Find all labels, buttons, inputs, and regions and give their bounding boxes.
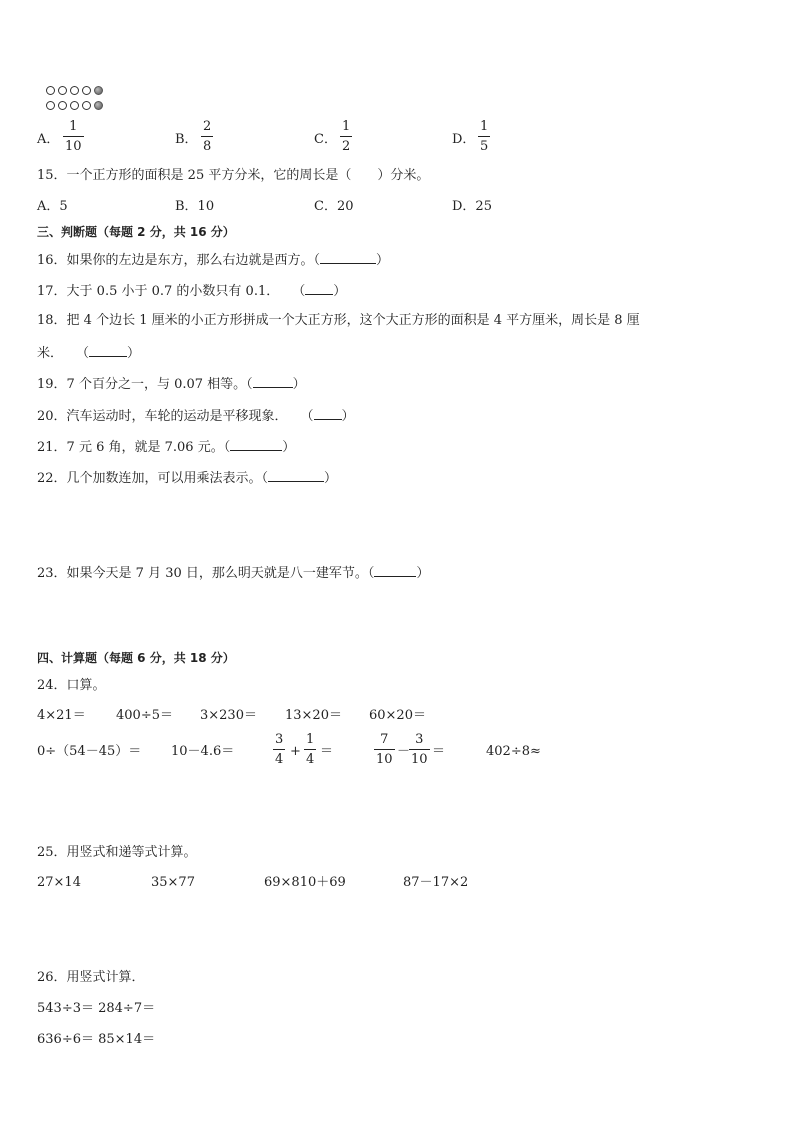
q14-option-b-label[interactable]: B． [175,132,198,147]
q25-item: 69×810＋69 [264,875,346,890]
q24-row1-item: 3×230＝ [200,708,257,723]
q18-text: 米． （ [37,346,90,361]
circle-row-bottom [46,101,103,110]
fraction-numerator: 1 [306,732,315,747]
q16-text: 16．如果你的左边是东方，那么右边就是西方。（ [37,253,321,268]
q25-title: 25．用竖式和递等式计算。 [37,845,197,860]
fraction-numerator: 3 [275,732,284,747]
q14-option-a-label[interactable]: A． [37,132,60,147]
fraction-denominator: 4 [275,752,284,767]
q21-text: 21．7 元 6 角，就是 7.06 元。（ [37,440,231,455]
close-paren: ） [127,346,141,361]
q21-answer-blank[interactable] [230,439,282,451]
q18-answer-blank[interactable] [89,345,127,357]
q26-title: 26．用竖式计算． [37,970,145,985]
q24-fraction [273,733,285,766]
q18-line2 [37,345,140,360]
empty-circle-icon [70,86,79,95]
q21 [37,439,295,454]
fraction-denominator: 5 [480,139,489,154]
fraction-numerator: 1 [480,119,489,134]
equals-sign: ＝ [432,744,446,759]
fraction-numerator: 3 [415,732,424,747]
q24-title: 24．口算。 [37,678,106,693]
empty-circle-icon [58,101,67,110]
q15-option-a[interactable]: A．5 [37,199,68,214]
q23-text: 23．如果今天是 7 月 30 日，那么明天就是八一建军节。（ [37,566,375,581]
q20 [37,408,355,423]
q15-option-c[interactable]: C．20 [314,199,354,214]
q26-row: 543÷3＝ 284÷7＝ [37,1001,156,1016]
q24-fraction [409,733,430,766]
fraction-denominator: 10 [411,752,428,767]
q25-item: 27×14 [37,875,81,890]
section3-title: 三、判断题（每题 2 分，共 16 分） [37,225,235,239]
empty-circle-icon [82,101,91,110]
q22-text: 22．几个加数连加，可以用乘法表示。（ [37,471,269,486]
empty-circle-icon [46,101,55,110]
q23-answer-blank[interactable] [374,565,416,577]
close-paren: ） [341,409,355,424]
q24-row2-item: 0÷（54－45）＝ [37,744,142,759]
q14-option-d-fraction [478,120,490,153]
q23 [37,565,429,580]
q19-answer-blank[interactable] [253,376,293,388]
circle-row-top [46,86,103,95]
equals-sign: ＝ [320,744,334,759]
q25-item: 87－17×2 [403,875,469,890]
q16-answer-blank[interactable] [320,252,376,264]
close-paren: ） [416,566,430,581]
q14-option-c-fraction [340,120,352,153]
close-paren: ） [376,253,390,268]
section4-title: 四、计算题（每题 6 分，共 18 分） [37,651,235,665]
q14-option-b-fraction [201,120,213,153]
q24-row2-item: 402÷8≈ [486,744,541,759]
empty-circle-icon [58,86,67,95]
q22 [37,470,337,485]
q14-option-d-label[interactable]: D． [452,132,476,147]
fraction-numerator: 1 [69,119,78,134]
q24-row1-item: 400÷5＝ [116,708,173,723]
q18-line1: 18．把 4 个边长 1 厘米的小正方形拼成一个大正方形，这个大正方形的面积是 4 平方厘米，周长是 8 厘 [37,313,640,328]
q17-text: 17．大于 0.5 小于 0.7 的小数只有 0.1． （ [37,284,306,299]
q19 [37,376,306,391]
close-paren: ） [292,377,306,392]
fraction-denominator: 10 [65,139,82,154]
q17 [37,283,346,298]
q24-row2-item: 10－4.6＝ [171,744,235,759]
shaded-circle-icon [94,101,103,110]
q15-text: 15．一个正方形的面积是 25 平方分米，它的周长是（ ）分米。 [37,168,430,183]
fraction-denominator: 2 [342,139,351,154]
empty-circle-icon [46,86,55,95]
q24-fraction [374,733,395,766]
plus-sign: + [290,744,301,759]
q26-row: 636÷6＝ 85×14＝ [37,1032,156,1047]
empty-circle-icon [70,101,79,110]
close-paren: ） [324,471,338,486]
q15-option-b[interactable]: B．10 [175,199,215,214]
q24-row1-item: 60×20＝ [369,708,426,723]
fraction-denominator: 8 [203,139,212,154]
fraction-denominator: 4 [306,752,315,767]
q20-answer-blank[interactable] [314,408,342,420]
q16 [37,252,389,267]
fraction-denominator: 10 [376,752,393,767]
q19-text: 19．7 个百分之一，与 0.07 相等。（ [37,377,253,392]
empty-circle-icon [82,86,91,95]
close-paren: ） [333,284,347,299]
q24-row1-item: 13×20＝ [285,708,342,723]
fraction-numerator: 2 [203,119,212,134]
q25-item: 35×77 [151,875,195,890]
q22-answer-blank[interactable] [268,470,324,482]
minus-sign: － [397,744,411,759]
q15-option-d[interactable]: D．25 [452,199,492,214]
shaded-circle-icon [94,86,103,95]
fraction-numerator: 1 [342,119,351,134]
close-paren: ） [282,440,296,455]
q14-option-a-fraction [63,120,84,153]
q24-fraction [304,733,316,766]
q24-row1-item: 4×21＝ [37,708,86,723]
fraction-numerator: 7 [380,732,389,747]
q20-text: 20．汽车运动时，车轮的运动是平移现象． （ [37,409,314,424]
q14-option-c-label[interactable]: C． [314,132,337,147]
q17-answer-blank[interactable] [305,283,333,295]
